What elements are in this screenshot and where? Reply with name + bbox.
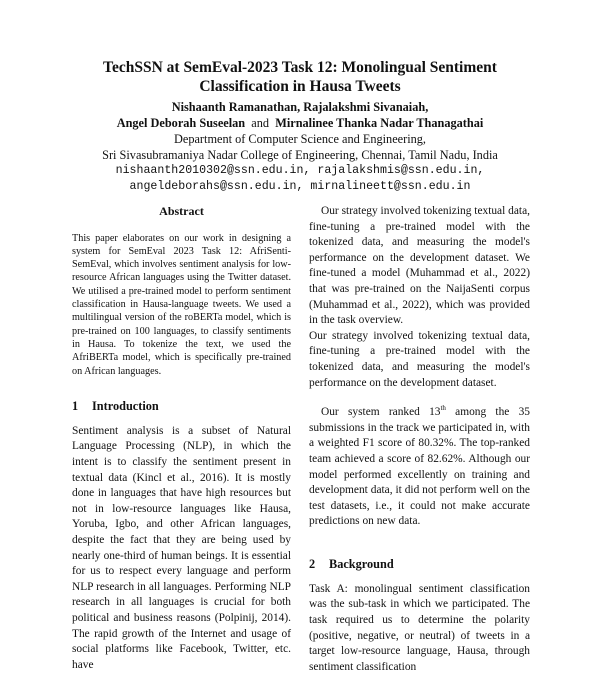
introduction-text: Sentiment analysis is a subset of Natural Language Processing (NLP), in which the intent is to classify the sentiment present in textual data (Kincl et al., 2016). It is mostly done in languages that have high resources but not in low-resource languages like Hausa, Yoruba, Igbo, and other African languages, despite the fact that they are being used by nearly one-third of human beings. It is essential for us to respect every language and perform NLP research in all languages. Performing NLP research in all languages is crucial for both political and business reasons (Polpinij, 2014). The rapid growth of the Internet and usage of social platforms like Facebook, Twitter, etc. have	[72, 424, 291, 671]
title-line-2: Classification in Hausa Tweets	[199, 78, 401, 95]
author-block	[40, 99, 560, 195]
affiliation-line-1: Department of Computer Science and Engineering,	[173, 132, 426, 146]
strategy-paragraph-1: Our strategy involved tokenizing textual data, fine-tuning a pre-trained model with the tokenized data, and measuring the model's performance on the development dataset. We fine-tuned a model (Muhammad et al., 2022) that was pre-trained on the NaijaSenti corpus (Muhammad et al., 2022), which was provided in the task overview.	[309, 205, 530, 327]
rank-text-rest: among the 35 submissions in the track we participated in, with a weighted F1 score of 80.32%. The top-ranked team achieved a score of 82.62%. Although our model performed excellently on training and development data, it did not perform well on the test datasets, i.e., it could not make accurate predictions on new data.	[309, 406, 530, 528]
left-column	[72, 204, 291, 673]
abstract-heading: Abstract	[159, 204, 204, 218]
section-2-number: 2	[309, 556, 316, 571]
strategy-paragraph-2: Our strategy involved tokenizing textual data, fine-tuning a pre-trained model with the tokenized data, and measuring the model's performance on the development dataset.	[309, 329, 530, 389]
section-1-title: Introduction	[92, 398, 159, 413]
emails-line-2[interactable]: angeldeborahs@ssn.edu.in, mirnalineett@ssn.edu.in	[129, 180, 471, 193]
section-2-heading	[309, 556, 530, 572]
authors-line-1: Nishaanth Ramanathan, Rajalakshmi Sivanaiah,	[171, 100, 429, 114]
authors-and: and	[251, 116, 270, 130]
section-1-heading	[72, 398, 291, 414]
background-text: Task A: monolingual sentiment classification was the sub-task in which we participated. The task required us to determine the polarity (positive, negative, or neutral) of tweets in a target low-resource language, Hausa, through sentiment classification	[309, 582, 530, 673]
rank-text-start: Our system ranked 13	[321, 406, 441, 419]
paper-title	[40, 58, 560, 96]
right-column	[309, 204, 530, 675]
rank-superscript: th	[440, 404, 446, 413]
authors-line-2	[40, 115, 560, 131]
affiliation-line-2: Sri Sivasubramaniya Nadar College of Engineering, Chennai, Tamil Nadu, India	[102, 148, 498, 162]
section-1-number: 1	[72, 398, 79, 413]
results-paragraph	[309, 405, 530, 530]
abstract-text: This paper elaborates on our work in designing a system for SemEval 2023 Task 12: AfriSenti-SemEval, which involves sentiment analysis for low-resource African languages using the Twitter dataset. We utilised a pre-trained model to perform sentiment classification in Hausa-language tweets. We used a multilingual version of the roBERTa model, which is pre-trained on 100 languages, to classify sentiments in Hausa. To tokenize the text, we used the AfriBERTa model, which is specifically pre-trained on African languages.	[72, 232, 291, 377]
author-angel: Angel Deborah Suseelan	[116, 116, 246, 130]
title-line-1: TechSSN at SemEval-2023 Task 12: Monolingual Sentiment	[103, 59, 497, 76]
emails-line-1[interactable]: nishaanth2010302@ssn.edu.in, rajalakshmis@ssn.edu.in,	[115, 164, 485, 177]
section-2-title: Background	[329, 556, 394, 571]
author-mirnalinee: Mirnalinee Thanka Nadar Thanagathai	[275, 116, 484, 130]
